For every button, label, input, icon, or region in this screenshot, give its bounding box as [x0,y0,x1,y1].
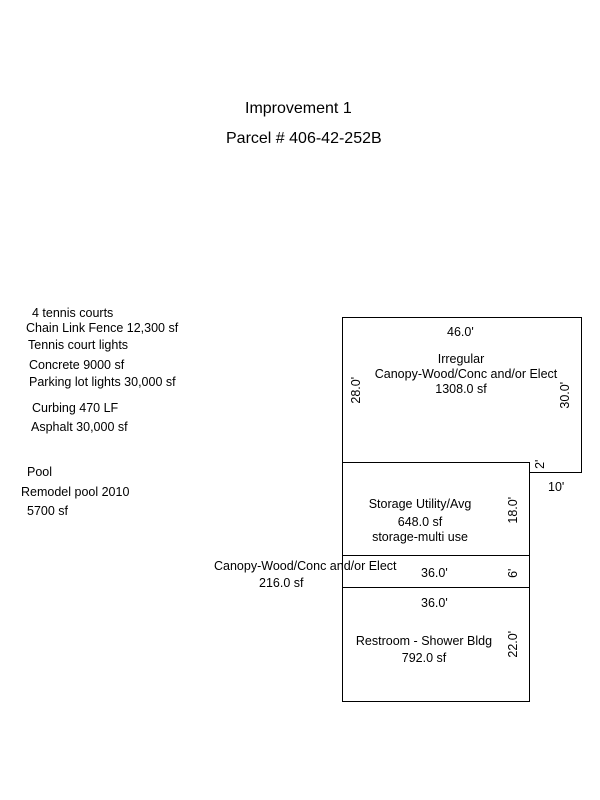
note-chain-link-fence: Chain Link Fence 12,300 sf [26,321,179,335]
note-tennis-courts: 4 tennis courts [32,306,114,320]
note-tennis-court-lights: Tennis court lights [28,338,129,352]
restroom-right-dimension: 22.0' [505,630,520,658]
note-pool-area: 5700 sf [27,504,69,518]
canopy-small-top-dimension: 36.0' [421,566,448,580]
canopy-type-label: Canopy-Wood/Conc and/or Elect [374,367,558,381]
note-parking-lot-lights: Parking lot lights 30,000 sf [29,375,176,389]
parcel-number: Parcel # 406-42-252B [226,130,382,147]
storage-use-label: storage-multi use [372,530,468,544]
restroom-top-dimension: 36.0' [421,596,448,610]
storage-area: 648.0 sf [397,515,443,529]
restroom-area: 792.0 sf [401,651,447,665]
storage-right-dimension: 18.0' [505,496,520,524]
canopy-left-dimension: 28.0' [348,376,363,404]
restroom-label: Restroom - Shower Bldg [355,634,493,648]
note-pool: Pool [27,465,53,479]
canopy-small-area: 216.0 sf [259,576,304,590]
note-curbing: Curbing 470 LF [32,401,119,415]
improvement-title: Improvement 1 [245,100,352,117]
canopy-small-right-dimension: 6' [505,568,520,578]
note-concrete: Concrete 9000 sf [29,358,125,372]
note-remodel-pool: Remodel pool 2010 [21,485,130,499]
canopy-step-width: 10' [548,480,565,494]
canopy-irregular-area: 1308.0 sf [435,382,487,396]
canopy-small-label: Canopy-Wood/Conc and/or Elect [214,559,397,573]
storage-label: Storage Utility/Avg [368,497,472,511]
canopy-step-dimension: 2' [532,459,547,469]
note-asphalt: Asphalt 30,000 sf [31,420,128,434]
canopy-top-dimension: 46.0' [447,325,474,339]
canopy-right-dimension: 30.0' [557,381,572,409]
canopy-irregular-label: Irregular [437,352,485,366]
